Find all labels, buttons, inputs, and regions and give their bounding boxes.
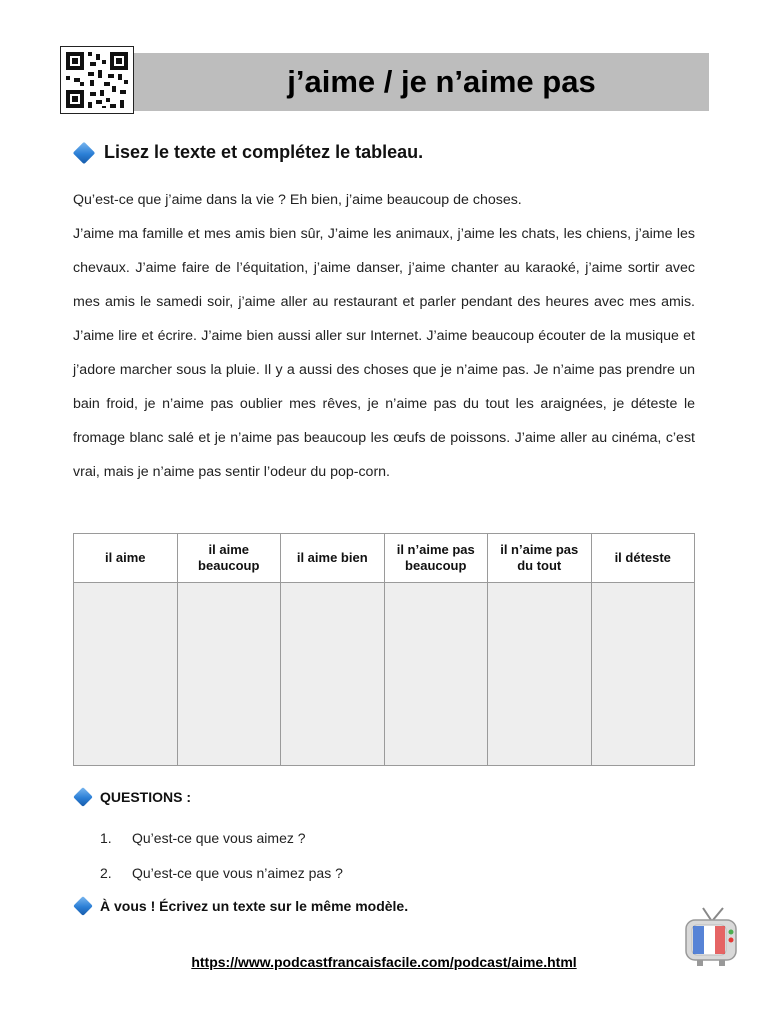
table-header-cell: il n’aime pas du tout: [488, 534, 592, 583]
questions-list: [100, 820, 343, 890]
table-header-cell: il aime beaucoup: [177, 534, 281, 583]
table-header-row: [74, 534, 695, 583]
question-text: Qu’est-ce que vous aimez ?: [132, 829, 306, 846]
answer-cell[interactable]: [384, 583, 488, 766]
diamond-bullet-icon: [73, 896, 93, 916]
table-header-cell: il aime: [74, 534, 178, 583]
list-item: [100, 820, 343, 855]
answer-cell[interactable]: [74, 583, 178, 766]
table-answer-row: [74, 583, 695, 766]
diamond-bullet-icon: [73, 787, 93, 807]
answer-table: [73, 533, 695, 766]
title-banner: [134, 53, 709, 111]
answer-cell[interactable]: [177, 583, 281, 766]
questions-heading-label: QUESTIONS :: [100, 789, 192, 805]
answer-cell[interactable]: [281, 583, 385, 766]
answer-cell[interactable]: [488, 583, 592, 766]
question-text: Qu’est-ce que vous n’aimez pas ?: [132, 864, 343, 881]
answer-cell[interactable]: [591, 583, 695, 766]
questions-heading: [76, 789, 191, 805]
table-header-cell: il déteste: [591, 534, 695, 583]
exercise-heading: [76, 898, 408, 914]
diamond-bullet-icon: [73, 141, 96, 164]
list-item: [100, 855, 343, 890]
exercise-label: À vous ! Écrivez un texte sur le même modèle.: [100, 898, 409, 914]
passage-body: J’aime ma famille et mes amis bien sûr, J’aime les animaux, j’aime les chats, les chiens, j’aime les chevaux. J’aime faire de l’équitation, j’aime danser, j’aime chanter au karaoké, j’aime sortir avec mes amis le samedi soir, j’aime aller au restaurant et parler pendant des heures avec mes amis. J’aime lire et écrire. J’aime bien aussi aller sur Internet. J’aime beaucoup écouter de la musique et j’adore marcher sous la pluie. Il y a aussi des choses que je n’aime pas. Je n’aime pas prendre un bain froid, je n’aime pas oublier mes rêves, je n’aime pas du tout les araignées, je déteste le fromage blanc salé et je n’aime pas beaucoup les œufs de poissons. J’aime aller au cinéma, c’est vrai, mais je n’aime pas sentir l’odeur du pop-corn.: [73, 226, 695, 480]
question-number: 2.: [100, 864, 112, 881]
table-header-cell: il n’aime pas beaucoup: [384, 534, 488, 583]
passage-intro: Qu’est-ce que j’aime dans la vie ? Eh bien, j’aime beaucoup de choses.: [73, 192, 522, 208]
reading-passage: [73, 183, 695, 489]
instruction-heading: [76, 142, 423, 163]
page-title: j’aime / je n’aime pas: [287, 64, 596, 99]
question-number: 1.: [100, 829, 112, 846]
qr-code-icon: [60, 46, 134, 114]
source-link[interactable]: https://www.podcastfrancaisfacile.com/podcast/aime.html: [191, 954, 577, 970]
instruction-label: Lisez le texte et complétez le tableau.: [104, 142, 424, 162]
table-header-cell: il aime bien: [281, 534, 385, 583]
